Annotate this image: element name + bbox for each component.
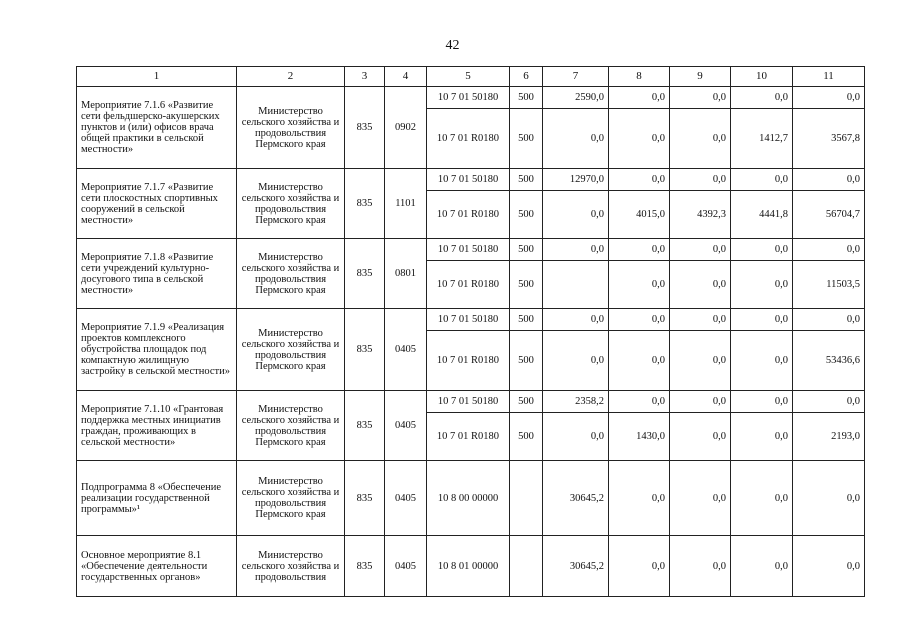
table-row [77,169,865,191]
header-cell-9: 9 [670,67,731,87]
ministry-code: 835 [345,169,385,239]
section-code: 0405 [385,391,427,461]
amount-cell: 0,0 [793,391,865,413]
table-row [77,391,865,413]
target-article-code: 10 7 01 R0180 [427,261,510,309]
expense-type-code: 500 [510,391,543,413]
amount-cell: 0,0 [731,391,793,413]
target-article-code: 10 7 01 50180 [427,391,510,413]
responsible-executor: Министерство сельского хозяйства и продовольствия [237,536,345,597]
amount-cell: 11503,5 [793,261,865,309]
ministry-code: 835 [345,87,385,169]
target-article-code: 10 7 01 50180 [427,239,510,261]
table-row [77,239,865,261]
amount-cell: 0,0 [731,536,793,597]
program-activity-name: Мероприятие 7.1.10 «Грантовая поддержка местных инициатив граждан, проживающих в сельской местности» [77,391,237,461]
table-row [77,461,865,536]
section-code: 1101 [385,169,427,239]
amount-cell: 1430,0 [609,413,670,461]
amount-cell: 30645,2 [543,536,609,597]
target-article-code: 10 7 01 50180 [427,169,510,191]
expense-type-code: 500 [510,239,543,261]
amount-cell: 2193,0 [793,413,865,461]
amount-cell [543,261,609,309]
amount-cell: 30645,2 [543,461,609,536]
amount-cell: 0,0 [670,261,731,309]
responsible-executor: Министерство сельского хозяйства и продовольствия Пермского края [237,87,345,169]
section-code: 0405 [385,461,427,536]
amount-cell: 0,0 [670,391,731,413]
header-cell-6: 6 [510,67,543,87]
program-activity-name: Основное мероприятие 8.1 «Обеспечение деятельности государственных органов» [77,536,237,597]
expense-type-code: 500 [510,169,543,191]
program-activity-name: Мероприятие 7.1.7 «Развитие сети плоскостных спортивных сооружений в сельской местности» [77,169,237,239]
amount-cell: 0,0 [731,87,793,109]
amount-cell: 0,0 [793,536,865,597]
target-article-code: 10 7 01 R0180 [427,109,510,169]
amount-cell: 0,0 [609,391,670,413]
ministry-code: 835 [345,309,385,391]
amount-cell: 0,0 [793,87,865,109]
table-row [77,87,865,109]
amount-cell: 0,0 [670,169,731,191]
table-row [77,536,865,597]
amount-cell: 0,0 [731,261,793,309]
ministry-code: 835 [345,239,385,309]
amount-cell: 0,0 [731,309,793,331]
expense-type-code [510,461,543,536]
target-article-code: 10 7 01 50180 [427,87,510,109]
amount-cell: 0,0 [793,169,865,191]
amount-cell: 0,0 [609,461,670,536]
amount-cell: 0,0 [543,331,609,391]
amount-cell: 0,0 [670,413,731,461]
responsible-executor: Министерство сельского хозяйства и продовольствия Пермского края [237,461,345,536]
header-cell-10: 10 [731,67,793,87]
amount-cell: 56704,7 [793,191,865,239]
target-article-code: 10 7 01 R0180 [427,331,510,391]
responsible-executor: Министерство сельского хозяйства и продовольствия Пермского края [237,309,345,391]
amount-cell: 0,0 [543,309,609,331]
amount-cell: 0,0 [670,109,731,169]
expense-type-code: 500 [510,109,543,169]
amount-cell: 0,0 [793,461,865,536]
amount-cell: 0,0 [609,331,670,391]
amount-cell: 0,0 [670,87,731,109]
target-article-code: 10 7 01 R0180 [427,413,510,461]
amount-cell: 0,0 [609,536,670,597]
ministry-code: 835 [345,461,385,536]
amount-cell: 1412,7 [731,109,793,169]
expense-type-code: 500 [510,87,543,109]
amount-cell: 12970,0 [543,169,609,191]
amount-cell: 0,0 [609,309,670,331]
ministry-code: 835 [345,536,385,597]
amount-cell: 0,0 [670,331,731,391]
amount-cell: 4015,0 [609,191,670,239]
header-cell-11: 11 [793,67,865,87]
expense-type-code: 500 [510,261,543,309]
header-cell-1: 1 [77,67,237,87]
header-cell-4: 4 [385,67,427,87]
section-code: 0902 [385,87,427,169]
header-cell-7: 7 [543,67,609,87]
page-number: 42 [445,38,460,53]
table-body [77,67,865,597]
amount-cell: 0,0 [731,239,793,261]
amount-cell: 4392,3 [670,191,731,239]
amount-cell: 0,0 [670,536,731,597]
table-row [77,309,865,331]
responsible-executor: Министерство сельского хозяйства и продовольствия Пермского края [237,239,345,309]
amount-cell: 0,0 [609,109,670,169]
expense-type-code: 500 [510,309,543,331]
amount-cell: 2590,0 [543,87,609,109]
amount-cell: 0,0 [609,239,670,261]
responsible-executor: Министерство сельского хозяйства и продовольствия Пермского края [237,169,345,239]
amount-cell: 0,0 [609,261,670,309]
amount-cell: 0,0 [609,87,670,109]
amount-cell: 0,0 [793,309,865,331]
amount-cell: 0,0 [731,331,793,391]
expense-type-code: 500 [510,191,543,239]
target-article-code: 10 7 01 R0180 [427,191,510,239]
header-cell-2: 2 [237,67,345,87]
amount-cell: 0,0 [543,191,609,239]
section-code: 0405 [385,536,427,597]
amount-cell: 0,0 [731,413,793,461]
amount-cell: 2358,2 [543,391,609,413]
expense-type-code [510,536,543,597]
amount-cell: 0,0 [731,461,793,536]
amount-cell: 0,0 [793,239,865,261]
amount-cell: 53436,6 [793,331,865,391]
expense-type-code: 500 [510,331,543,391]
program-activity-name: Мероприятие 7.1.8 «Развитие сети учреждений культурно-досугового типа в сельской местности» [77,239,237,309]
program-activity-name: Подпрограмма 8 «Обеспечение реализации государственной программы»¹ [77,461,237,536]
budget-table [76,66,865,597]
amount-cell: 0,0 [670,309,731,331]
program-activity-name: Мероприятие 7.1.9 «Реализация проектов комплексного обустройства площадок под компактную жилищную застройку в сельской местности» [77,309,237,391]
header-cell-3: 3 [345,67,385,87]
header-row [77,67,865,87]
section-code: 0801 [385,239,427,309]
amount-cell: 0,0 [609,169,670,191]
section-code: 0405 [385,309,427,391]
amount-cell: 3567,8 [793,109,865,169]
target-article-code: 10 7 01 50180 [427,309,510,331]
amount-cell: 0,0 [670,461,731,536]
amount-cell: 0,0 [543,239,609,261]
target-article-code: 10 8 00 00000 [427,461,510,536]
amount-cell: 0,0 [543,109,609,169]
amount-cell: 0,0 [543,413,609,461]
expense-type-code: 500 [510,413,543,461]
header-cell-8: 8 [609,67,670,87]
amount-cell: 4441,8 [731,191,793,239]
target-article-code: 10 8 01 00000 [427,536,510,597]
amount-cell: 0,0 [731,169,793,191]
ministry-code: 835 [345,391,385,461]
amount-cell: 0,0 [670,239,731,261]
header-cell-5: 5 [427,67,510,87]
responsible-executor: Министерство сельского хозяйства и продовольствия Пермского края [237,391,345,461]
program-activity-name: Мероприятие 7.1.6 «Развитие сети фельдшерско-акушерских пунктов и (или) офисов врача общей практики в сельской местности» [77,87,237,169]
